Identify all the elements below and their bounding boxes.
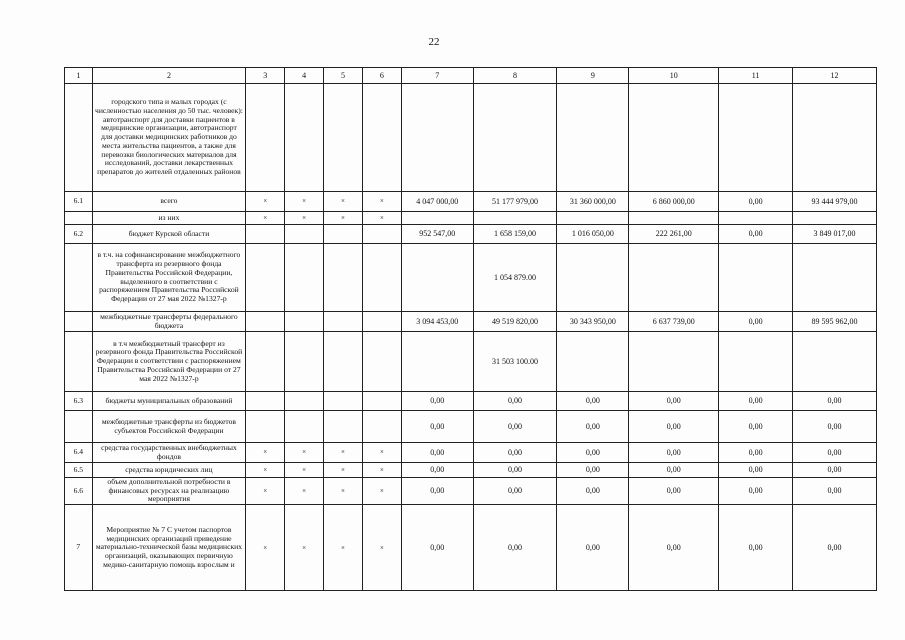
header-cell: 10 <box>629 68 719 84</box>
header-cell: 9 <box>557 68 629 84</box>
table-cell <box>792 332 876 392</box>
table-cell <box>65 244 93 312</box>
table-cell <box>401 212 473 225</box>
table-row <box>65 392 877 411</box>
table-cell: × <box>285 478 324 505</box>
table-cell: 30 343 950,00 <box>557 312 629 332</box>
table-cell <box>362 312 401 332</box>
table-row <box>65 463 877 478</box>
table-cell <box>285 392 324 411</box>
table-cell <box>401 244 473 312</box>
table-cell: 3 094 453,00 <box>401 312 473 332</box>
table-cell: 0,00 <box>401 505 473 591</box>
table-cell: 0,00 <box>473 463 557 478</box>
table-row <box>65 478 877 505</box>
table-cell: × <box>285 443 324 463</box>
table-cell: 0,00 <box>401 443 473 463</box>
table-cell <box>557 332 629 392</box>
table-cell <box>246 411 285 443</box>
table-cell: × <box>362 463 401 478</box>
table-cell: × <box>324 505 363 591</box>
table-cell <box>401 84 473 192</box>
table-cell: 3 849 017,00 <box>792 225 876 244</box>
table-cell: 0,00 <box>557 463 629 478</box>
table-cell <box>629 332 719 392</box>
table-row <box>65 225 877 244</box>
table-cell <box>65 212 93 225</box>
header-cell: 1 <box>65 68 93 84</box>
table-cell: 6.3 <box>65 392 93 411</box>
table-cell <box>362 244 401 312</box>
table-cell: 0,00 <box>792 505 876 591</box>
row-description-cell: Мероприятие № 7 С учетом паспортов медицинских организаций приведение материально-технической базы медицинских организаций, оказывающих первичную медико-санитарную помощь взрослым и <box>92 505 246 591</box>
table-cell: 0,00 <box>719 312 793 332</box>
table-row <box>65 411 877 443</box>
row-description-cell: из них <box>92 212 246 225</box>
table-cell <box>719 244 793 312</box>
table-cell: 1 016 050,00 <box>557 225 629 244</box>
table-cell <box>65 411 93 443</box>
table-cell: 0,00 <box>719 392 793 411</box>
table-row <box>65 212 877 225</box>
table-cell: 0,00 <box>792 392 876 411</box>
table-cell: 0,00 <box>629 411 719 443</box>
row-description-cell: в т.ч. на софинансирование межбюджетного трансферта из резервного фонда Правительства Российской Федерации, выделенного в соответствии с распоряжением Правительства Российской Федерации от 27 мая 2022 №1327-р <box>92 244 246 312</box>
table-cell: 0,00 <box>557 392 629 411</box>
table-row <box>65 443 877 463</box>
table-cell: 7 <box>65 505 93 591</box>
table-cell <box>246 84 285 192</box>
table-cell: × <box>362 212 401 225</box>
table-cell: × <box>285 463 324 478</box>
table-cell <box>362 332 401 392</box>
table-cell <box>324 411 363 443</box>
page-number: 22 <box>428 36 440 48</box>
table-cell: 0,00 <box>629 392 719 411</box>
table-cell: × <box>362 505 401 591</box>
table-cell: 93 444 979,00 <box>792 192 876 212</box>
table-cell <box>285 332 324 392</box>
table-cell: 1 658 159,00 <box>473 225 557 244</box>
table-cell <box>324 332 363 392</box>
table-cell <box>65 332 93 392</box>
table-cell: 0,00 <box>557 443 629 463</box>
table-cell: 6.2 <box>65 225 93 244</box>
table-cell: 0,00 <box>719 443 793 463</box>
table-cell <box>246 244 285 312</box>
table-cell: 222 261,00 <box>629 225 719 244</box>
table-cell <box>65 312 93 332</box>
table-cell <box>629 84 719 192</box>
table-cell: 4 047 000,00 <box>401 192 473 212</box>
table-row <box>65 84 877 192</box>
table-cell: 0,00 <box>792 478 876 505</box>
table-cell: 0,00 <box>719 411 793 443</box>
table-cell <box>285 244 324 312</box>
table-cell: 0,00 <box>629 443 719 463</box>
table-cell: 89 595 962,00 <box>792 312 876 332</box>
table-cell: 0,00 <box>719 192 793 212</box>
table-cell: 6.5 <box>65 463 93 478</box>
table-cell: × <box>285 505 324 591</box>
header-cell: 2 <box>92 68 246 84</box>
table-cell: 0,00 <box>719 478 793 505</box>
table-cell: 0,00 <box>792 443 876 463</box>
table-cell <box>629 244 719 312</box>
table-cell <box>246 225 285 244</box>
table-cell: 0,00 <box>473 505 557 591</box>
table-cell <box>362 392 401 411</box>
table-cell: 0,00 <box>401 478 473 505</box>
row-description-cell: городского типа и малых городах (с численностью населения до 50 тыс. человек): автотранспорт для доставки пациентов в медицинские организации, автотранспорт для доставки медицинских работников до места жительства пациентов, а также для перевозки биологических материалов для исследований, доставки лекарственных препаратов до жителей отдаленных районов <box>92 84 246 192</box>
table-cell: 0,00 <box>629 505 719 591</box>
row-description-cell: межбюджетные трансферты федерального бюджета <box>92 312 246 332</box>
table-cell: 0,00 <box>629 478 719 505</box>
table-cell <box>285 225 324 244</box>
table-cell <box>246 332 285 392</box>
table-cell <box>557 84 629 192</box>
table-cell <box>719 212 793 225</box>
header-cell: 12 <box>792 68 876 84</box>
table-cell <box>557 212 629 225</box>
table-cell: × <box>362 192 401 212</box>
header-cell: 6 <box>362 68 401 84</box>
table-cell <box>792 244 876 312</box>
table-cell: × <box>324 463 363 478</box>
table-cell: 49 519 820,00 <box>473 312 557 332</box>
table-row <box>65 332 877 392</box>
table-cell: 31 360 000,00 <box>557 192 629 212</box>
table-cell <box>473 84 557 192</box>
table-cell <box>246 312 285 332</box>
table-cell: 0,00 <box>473 392 557 411</box>
table-cell <box>792 84 876 192</box>
table-cell <box>246 392 285 411</box>
table-row <box>65 244 877 312</box>
table-cell: × <box>324 192 363 212</box>
table-cell: × <box>246 505 285 591</box>
row-description-cell: средства государственных внебюджетных фондов <box>92 443 246 463</box>
table-cell: 0,00 <box>792 411 876 443</box>
table-cell: 1 054 879.00 <box>473 244 557 312</box>
table-cell: 0,00 <box>401 411 473 443</box>
table-cell: × <box>362 443 401 463</box>
table-cell: 0,00 <box>557 478 629 505</box>
row-description-cell: средства юридических лиц <box>92 463 246 478</box>
table-cell <box>557 244 629 312</box>
table-cell <box>719 332 793 392</box>
table-cell <box>324 312 363 332</box>
table-cell: × <box>246 463 285 478</box>
table-cell: 6.1 <box>65 192 93 212</box>
header-cell: 5 <box>324 68 363 84</box>
table-cell: × <box>246 443 285 463</box>
budget-table <box>64 67 877 591</box>
table-cell: 6.4 <box>65 443 93 463</box>
table-row <box>65 312 877 332</box>
row-description-cell: объем дополнительной потребности в финансовых ресурсах на реализацию мероприятия <box>92 478 246 505</box>
table-cell <box>401 332 473 392</box>
table-row <box>65 192 877 212</box>
table-cell: × <box>324 212 363 225</box>
table-cell <box>362 84 401 192</box>
row-description-cell: бюджет Курской области <box>92 225 246 244</box>
row-description-cell: межбюджетные трансферты из бюджетов субъектов Российской Федерации <box>92 411 246 443</box>
table-cell: × <box>362 478 401 505</box>
table-cell: × <box>246 192 285 212</box>
table-cell: 0,00 <box>557 411 629 443</box>
table-cell: 51 177 979,00 <box>473 192 557 212</box>
table-cell <box>362 225 401 244</box>
header-cell: 3 <box>246 68 285 84</box>
table-cell: × <box>285 192 324 212</box>
table-cell: 6.6 <box>65 478 93 505</box>
table-cell <box>324 84 363 192</box>
table-cell <box>362 411 401 443</box>
table-cell: 0,00 <box>557 505 629 591</box>
row-description-cell: бюджеты муниципальных образований <box>92 392 246 411</box>
table-cell: × <box>246 478 285 505</box>
table-cell: 31 503 100.00 <box>473 332 557 392</box>
table-cell: 0,00 <box>629 463 719 478</box>
row-description-cell: всего <box>92 192 246 212</box>
table-cell: × <box>324 478 363 505</box>
table-cell: 952 547,00 <box>401 225 473 244</box>
table-cell: 6 637 739,00 <box>629 312 719 332</box>
header-row <box>65 68 877 84</box>
table-cell: 0,00 <box>719 505 793 591</box>
table-cell <box>324 392 363 411</box>
table-cell: 0,00 <box>792 463 876 478</box>
table-cell: 0,00 <box>719 225 793 244</box>
table-cell <box>719 84 793 192</box>
table-row <box>65 505 877 591</box>
table-cell: 0,00 <box>401 392 473 411</box>
table-cell <box>792 212 876 225</box>
table-cell <box>65 84 93 192</box>
table-cell: × <box>324 443 363 463</box>
table-cell: 0,00 <box>473 478 557 505</box>
row-description-cell: в т.ч межбюджетный трансферт из резервного фонда Правительства Российской Федерации в соответствии с распоряжением Правительства Российской Федерации от 27 мая 2022 №1327-р <box>92 332 246 392</box>
table-cell: × <box>246 212 285 225</box>
table-cell <box>285 411 324 443</box>
table-cell <box>473 212 557 225</box>
table-cell <box>324 244 363 312</box>
header-cell: 4 <box>285 68 324 84</box>
header-cell: 8 <box>473 68 557 84</box>
table-cell: 6 860 000,00 <box>629 192 719 212</box>
table-cell: 0,00 <box>473 411 557 443</box>
table-cell <box>629 212 719 225</box>
table-cell <box>285 84 324 192</box>
table-cell: × <box>285 212 324 225</box>
table-cell: 0,00 <box>401 463 473 478</box>
table-cell <box>285 312 324 332</box>
table-cell <box>324 225 363 244</box>
header-cell: 7 <box>401 68 473 84</box>
header-cell: 11 <box>719 68 793 84</box>
table-cell: 0,00 <box>719 463 793 478</box>
table-cell: 0,00 <box>473 443 557 463</box>
